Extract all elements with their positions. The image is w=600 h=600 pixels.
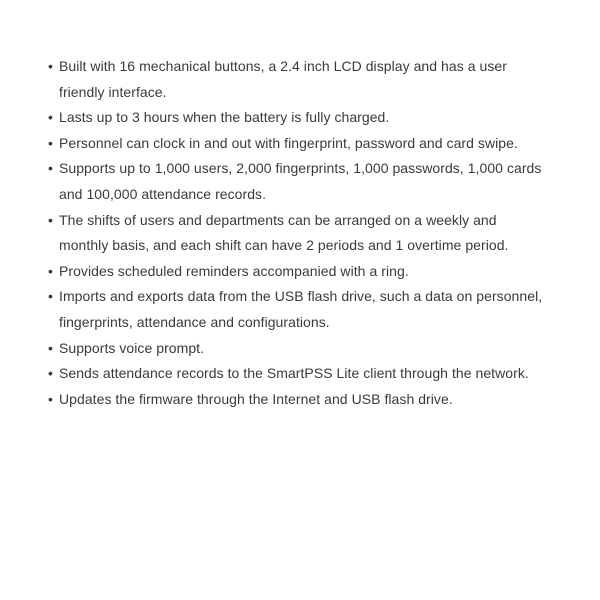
feature-item [48, 387, 548, 413]
feature-text: Sends attendance records to the SmartPSS Lite client through the network. [59, 365, 529, 382]
feature-text: Supports up to 1,000 users, 2,000 fingerprints, 1,000 passwords, 1,000 cards and 100,000 attendance records. [59, 160, 542, 202]
bullet: • [48, 365, 53, 382]
feature-text: Lasts up to 3 hours when the battery is fully charged. [59, 109, 390, 126]
feature-text: Provides scheduled reminders accompanied with a ring. [59, 262, 409, 279]
feature-item [48, 284, 548, 335]
bullet: • [48, 109, 53, 126]
bullet: • [48, 134, 53, 151]
feature-item [48, 131, 548, 157]
feature-text: Supports voice prompt. [59, 339, 205, 356]
bullet: • [48, 160, 53, 177]
feature-item [48, 105, 548, 131]
bullet: • [48, 339, 53, 356]
bullet: • [48, 211, 53, 228]
feature-list [48, 54, 548, 412]
feature-text: Updates the firmware through the Internet and USB flash drive. [59, 390, 453, 407]
feature-item [48, 208, 548, 259]
feature-item [48, 361, 548, 387]
feature-item [48, 54, 548, 105]
feature-item [48, 259, 548, 285]
feature-text: Built with 16 mechanical buttons, a 2.4 inch LCD display and has a user friendly interface. [59, 58, 507, 100]
feature-text: Imports and exports data from the USB flash drive, such a data on personnel, fingerprints, attendance and configurations. [59, 288, 543, 330]
feature-item [48, 156, 548, 207]
bullet: • [48, 262, 53, 279]
feature-text: The shifts of users and departments can be arranged on a weekly and monthly basis, and each shift can have 2 periods and 1 overtime period. [59, 211, 509, 254]
bullet: • [48, 58, 53, 74]
feature-item [48, 336, 548, 362]
bullet: • [48, 288, 53, 305]
feature-text: Personnel can clock in and out with fingerprint, password and card swipe. [59, 134, 518, 151]
bullet: • [48, 390, 53, 407]
